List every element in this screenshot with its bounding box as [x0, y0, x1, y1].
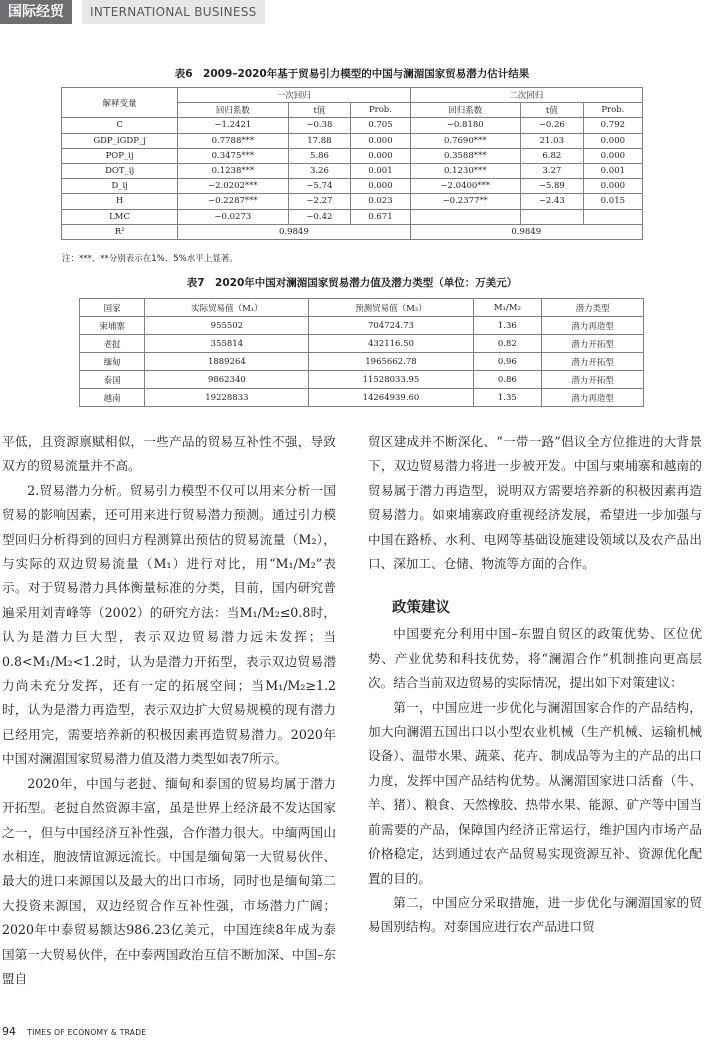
- table7-cell: 柬埔寨: [80, 317, 145, 335]
- table6-cell: −0.0273: [178, 209, 288, 224]
- page-number: 94: [2, 1025, 16, 1038]
- table6-subheader: Prob.: [351, 103, 410, 118]
- table7-header: 国家: [80, 299, 145, 317]
- table6-cell: POP_ij: [62, 148, 178, 163]
- table6-cell: −0.8180: [410, 118, 520, 133]
- table6-r2-value: 0.9849: [410, 224, 642, 239]
- table6-body: [62, 118, 643, 224]
- table6-subheader: t值: [520, 103, 583, 118]
- table7-row: [80, 389, 644, 407]
- table7-cell: 1889264: [145, 353, 309, 371]
- table6-note: 注：***、**分别表示在1%、5%水平上显著。: [62, 254, 238, 264]
- table6-cell: −0.2287***: [178, 194, 288, 209]
- table6-r2-value: 0.9849: [178, 224, 410, 239]
- table6-cell: 0.1238***: [178, 163, 288, 178]
- table6-cell: −5.74: [288, 179, 351, 194]
- table7-cell: 越南: [80, 389, 145, 407]
- table6-cell: GDP_iGDP_j: [62, 133, 178, 148]
- table6-row: [62, 179, 643, 194]
- table7-row: [80, 335, 644, 353]
- table7-cell: 355814: [145, 335, 309, 353]
- table7-row: [80, 371, 644, 389]
- paragraph: 第二，中国应分采取措施，进一步优化与澜湄国家的贸易国别结构。对泰国应进行农产品进口贸: [368, 894, 702, 935]
- section-label: 国际经贸: [0, 0, 72, 24]
- table7-cell: 0.96: [473, 353, 542, 371]
- table6-cell: H: [62, 194, 178, 209]
- table6-row: [62, 194, 643, 209]
- table6-subheader: Prob.: [583, 103, 642, 118]
- table6: [61, 87, 643, 240]
- table6-cell: 0.015: [583, 194, 642, 209]
- table6-cell: 0.705: [351, 118, 410, 133]
- table6-cell: 0.3475***: [178, 148, 288, 163]
- table6-cell: −1.2421: [178, 118, 288, 133]
- table7-header: 潜力类型: [542, 299, 644, 317]
- table7-header-row: [80, 299, 644, 317]
- table7-header: 预测贸易值（M₂）: [309, 299, 473, 317]
- table6-cell: C: [62, 118, 178, 133]
- table6-cell: 0.671: [351, 209, 410, 224]
- section-heading: 政策建议: [392, 600, 450, 617]
- table6-cell: −2.27: [288, 194, 351, 209]
- table6-cell: LMC: [62, 209, 178, 224]
- paragraph: 贸区建成并不断深化、“一带一路”倡议全方位推进的大背景下，双边贸易潜力将进一步被开发。中国与柬埔寨和越南的贸易属于潜力再造型，说明双方需要培养新的积极因素再造贸易潜力。如柬埔寨政府重视经济发展，希望进一步加强与中国在路桥、水利、电网等基础设施建设领域以及农产品出口、深加工、仓储、物流等方面的合作。: [368, 434, 702, 572]
- table6-cell: −0.42: [288, 209, 351, 224]
- table7-cell: 704724.73: [309, 317, 473, 335]
- table7-cell: 1.35: [473, 389, 542, 407]
- table6-cell: 17.88: [288, 133, 351, 148]
- paragraph: 2020年，中国与老挝、缅甸和泰国的贸易均属于潜力开拓型。老挝自然资源丰富，虽是世界上经济最不发达国家之一，但与中国经济互补性强，合作潜力很大。中缅两国山水相连，胞波情谊源远流长。中国是缅甸第一大贸易伙伴、最大的进口来源国以及最大的出口市场，同时也是缅甸第二大投资来源国，双边经贸合作互补性强，市场潜力广阔；2020年中泰贸易额达986.23亿美元，中国连续8年成为泰国第一大贸易伙伴，在中泰两国政治互信不断加深、中国–东盟自: [2, 775, 336, 986]
- table6-title: 表6 2009–2020年基于贸易引力模型的中国与澜湄国家贸易潜力估计结果: [174, 68, 530, 80]
- table6-cell: DOT_ij: [62, 163, 178, 178]
- table6-cell: −0.38: [288, 118, 351, 133]
- table7-header: M₁/M₂: [473, 299, 542, 317]
- table7-cell: 14264939.60: [309, 389, 473, 407]
- table6-cell: 3.26: [288, 163, 351, 178]
- table7-cell: 19228833: [145, 389, 309, 407]
- table7-cell: 潜力开拓型: [542, 371, 644, 389]
- table6-cell: 0.001: [583, 163, 642, 178]
- table7-cell: 潜力再造型: [542, 317, 644, 335]
- page-header: [0, 0, 704, 24]
- table7-cell: 1.36: [473, 317, 542, 335]
- table7-row: [80, 353, 644, 371]
- table6-cell: 6.82: [520, 148, 583, 163]
- table7-cell: 老挝: [80, 335, 145, 353]
- table6-cell: 21.03: [520, 133, 583, 148]
- table7-cell: 0.82: [473, 335, 542, 353]
- table6-cell: 0.001: [351, 163, 410, 178]
- table6-group-header-row: [62, 88, 643, 103]
- table7-cell: 潜力开拓型: [542, 335, 644, 353]
- table6-cell: 0.000: [583, 148, 642, 163]
- paragraph: 第一，中国应进一步优化与澜湄国家合作的产品结构，加大向澜湄五国出口以小型农业机械（生产机械、运输机械设备）、温带水果、蔬菜、花卉、制成品等为主的产品的出口力度，发挥中国产品结构优势。从澜湄国家进口活畜（牛、羊、猪）、粮食、天然橡胶、热带水果、能源、矿产等中国当前需要的产品，保障国内经济正常运行，维护国内市场产品价格稳定，达到通过农产品贸易实现资源互补、资源优化配置的目的。: [368, 699, 702, 886]
- table6-cell: 0.7788***: [178, 133, 288, 148]
- table7-cell: 缅甸: [80, 353, 145, 371]
- table6-group2-header: 二次回归: [410, 88, 642, 103]
- magazine-name: TIMES OF ECONOMY & TRADE: [27, 1028, 147, 1037]
- table7-row: [80, 317, 644, 335]
- table7: [79, 298, 644, 407]
- table6-cell: [410, 209, 520, 224]
- right-column: [368, 430, 702, 940]
- table6-cell: −0.2377**: [410, 194, 520, 209]
- table6-cell: 0.1230***: [410, 163, 520, 178]
- table7-cell: 泰国: [80, 371, 145, 389]
- table6-cell: −2.0400***: [410, 179, 520, 194]
- table7-cell: 11528033.95: [309, 371, 473, 389]
- table7-cell: 潜力开拓型: [542, 353, 644, 371]
- table6-subheader: t值: [288, 103, 351, 118]
- publication-label: INTERNATIONAL BUSINESS: [82, 0, 265, 24]
- table6-cell: D_ij: [62, 179, 178, 194]
- table6-cell: 0.000: [583, 179, 642, 194]
- paragraph: 中国要充分利用中国–东盟自贸区的政策优势、区位优势、产业优势和科技优势，将“澜湄合作”机制推向更高层次。结合当前双边贸易的实际情况，提出如下对策建议：: [368, 626, 702, 691]
- table6-subheader: 回归系数: [410, 103, 520, 118]
- table7-body: [80, 317, 644, 407]
- table7-title: 表7 2020年中国对澜湄国家贸易潜力值及潜力类型（单位：万美元）: [186, 277, 518, 289]
- table6-var-header: 解释变量: [62, 88, 178, 118]
- table6-r2-label: R²: [62, 224, 178, 239]
- table6-cell: 3.27: [520, 163, 583, 178]
- table6-cell: 0.000: [351, 133, 410, 148]
- table7-cell: 9862340: [145, 371, 309, 389]
- table6-row: [62, 133, 643, 148]
- table6-cell: −2.43: [520, 194, 583, 209]
- table7-cell: 潜力再造型: [542, 389, 644, 407]
- table7-cell: 1965662.78: [309, 353, 473, 371]
- table7-cell: 0.86: [473, 371, 542, 389]
- table6-cell: −2.0202***: [178, 179, 288, 194]
- left-column: [2, 430, 336, 991]
- table6-row: [62, 209, 643, 224]
- table6-cell: 0.000: [583, 133, 642, 148]
- table6-r2-row: [62, 224, 643, 239]
- table6-cell: 0.023: [351, 194, 410, 209]
- table6-cell: 0.792: [583, 118, 642, 133]
- table6-cell: 0.000: [351, 148, 410, 163]
- page-footer: [2, 1025, 146, 1038]
- table6-cell: [583, 209, 642, 224]
- table7-cell: 955502: [145, 317, 309, 335]
- paragraph: 2.贸易潜力分析。贸易引力模型不仅可以用来分析一国贸易的影响因素，还可用来进行贸易潜力预测。通过引力模型回归分析得到的回归方程测算出预估的贸易流量（M₂），与实际的双边贸易流量（M₁）进行对比，用“M₁/M₂”表示。对于贸易潜力具体衡量标准的分类，目前，国内研究普遍采用刘青峰等（2002）的研究方法：当M₁/M₂≤0.8时，认为是潜力巨大型，表示双边贸易潜力远未发挥；当0.8<M₁/M₂<1.2时，认为是潜力开拓型，表示双边贸易潜力尚未充分发挥，还有一定的拓展空间；当M₁/M₂≥1.2时，认为是潜力再造型，表示双边扩大贸易规模的现有潜力已经用完，需要培养新的积极因素再造贸易潜力。2020年中国对澜湄国家贸易潜力值及潜力类型如表7所示。: [2, 482, 336, 767]
- table6-row: [62, 118, 643, 133]
- table6-row: [62, 163, 643, 178]
- table6-cell: −5.89: [520, 179, 583, 194]
- table6-group1-header: 一次回归: [178, 88, 410, 103]
- table6-cell: 5.86: [288, 148, 351, 163]
- table6-subheader: 回归系数: [178, 103, 288, 118]
- table6-cell: [520, 209, 583, 224]
- table6-cell: 0.000: [351, 179, 410, 194]
- table6-cell: −0.26: [520, 118, 583, 133]
- table6-row: [62, 148, 643, 163]
- table7-cell: 432116.50: [309, 335, 473, 353]
- table6-cell: 0.7690***: [410, 133, 520, 148]
- table7-header: 实际贸易值（M₁）: [145, 299, 309, 317]
- paragraph: 平低，且资源禀赋相似，一些产品的贸易互补性不强，导致双方的贸易流量并不高。: [2, 434, 336, 474]
- table6-cell: 0.3588***: [410, 148, 520, 163]
